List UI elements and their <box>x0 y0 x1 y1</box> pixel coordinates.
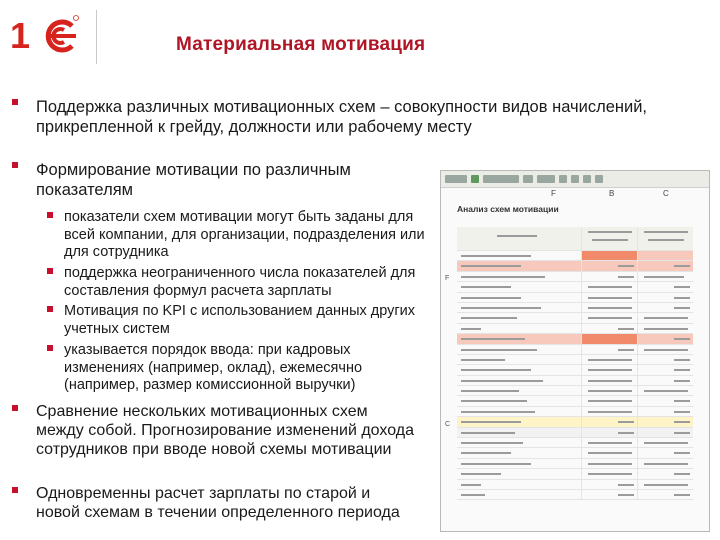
table-row <box>457 365 693 375</box>
bullet-marker <box>12 99 18 105</box>
bullet-marker <box>12 162 18 168</box>
svg-text:1: 1 <box>10 15 31 56</box>
bullet-text-schemes: Поддержка различных мотивационных схем – совокупности видов начислений, прикрепленной к грейду, должности или рабочему месту <box>36 98 647 136</box>
table-row <box>457 438 693 448</box>
report-screenshot <box>440 170 710 532</box>
bullet-text-indicators: Формирование мотивации по различным показателям <box>36 161 351 199</box>
report-grid <box>457 227 693 500</box>
column-letter: F <box>551 189 556 198</box>
table-row <box>457 251 693 261</box>
sub-bullet-text: показатели схем мотивации могут быть заданы для всей компании, для организации, подразделения или для сотрудника <box>64 209 425 260</box>
table-row <box>457 386 693 396</box>
table-row <box>457 334 693 344</box>
report-period <box>441 216 709 227</box>
table-row <box>457 480 693 490</box>
1c-logo <box>10 12 80 56</box>
table-row <box>457 417 693 427</box>
bullet-text-comparison: Сравнение нескольких мотивационных схем между собой. Прогнозирование изменений дохода сотрудников при вводе новой схемы мотивации <box>36 403 414 458</box>
table-row <box>457 428 693 438</box>
table-row <box>457 376 693 386</box>
bullet-marker <box>12 405 18 411</box>
table-row <box>457 282 693 292</box>
sub-bullet-marker <box>47 345 53 351</box>
table-row <box>457 355 693 365</box>
report-toolbar <box>441 171 709 188</box>
table-row <box>457 469 693 479</box>
column-letter: C <box>663 189 669 198</box>
table-row <box>457 345 693 355</box>
sub-bullet-text: Мотивация по KPI с использованием данных других учетных систем <box>64 303 416 337</box>
page-title: Материальная мотивация <box>176 34 426 55</box>
bullet-marker <box>12 487 18 493</box>
table-row <box>457 261 693 271</box>
table-row <box>457 448 693 458</box>
table-row <box>457 303 693 313</box>
bullet-text-parallel-calc: Одновременны расчет зарплаты по старой и новой схемам в течении определенного периода <box>36 485 400 521</box>
table-row <box>457 227 693 251</box>
column-letter: B <box>609 189 615 198</box>
row-group-letter: F <box>445 275 450 282</box>
sub-bullet-marker <box>47 212 53 218</box>
sub-bullet-marker <box>47 306 53 312</box>
sub-bullet-text: указывается порядок ввода: при кадровых изменениях (например, оклад), ежемесячно (например, размер комиссионной выручки) <box>64 342 363 393</box>
sub-bullet-marker <box>47 268 53 274</box>
table-row <box>457 396 693 406</box>
logo-separator <box>96 10 97 64</box>
table-row <box>457 293 693 303</box>
table-row <box>457 313 693 323</box>
row-group-letter: C <box>445 421 451 428</box>
table-row <box>457 407 693 417</box>
table-row <box>457 459 693 469</box>
report-title: Анализ схем мотивации <box>457 204 559 214</box>
sub-bullet-text: поддержка неограниченного числа показателей для составления формул расчета зарплаты <box>64 265 416 299</box>
table-row <box>457 272 693 282</box>
table-row <box>457 490 693 500</box>
table-row <box>457 324 693 334</box>
